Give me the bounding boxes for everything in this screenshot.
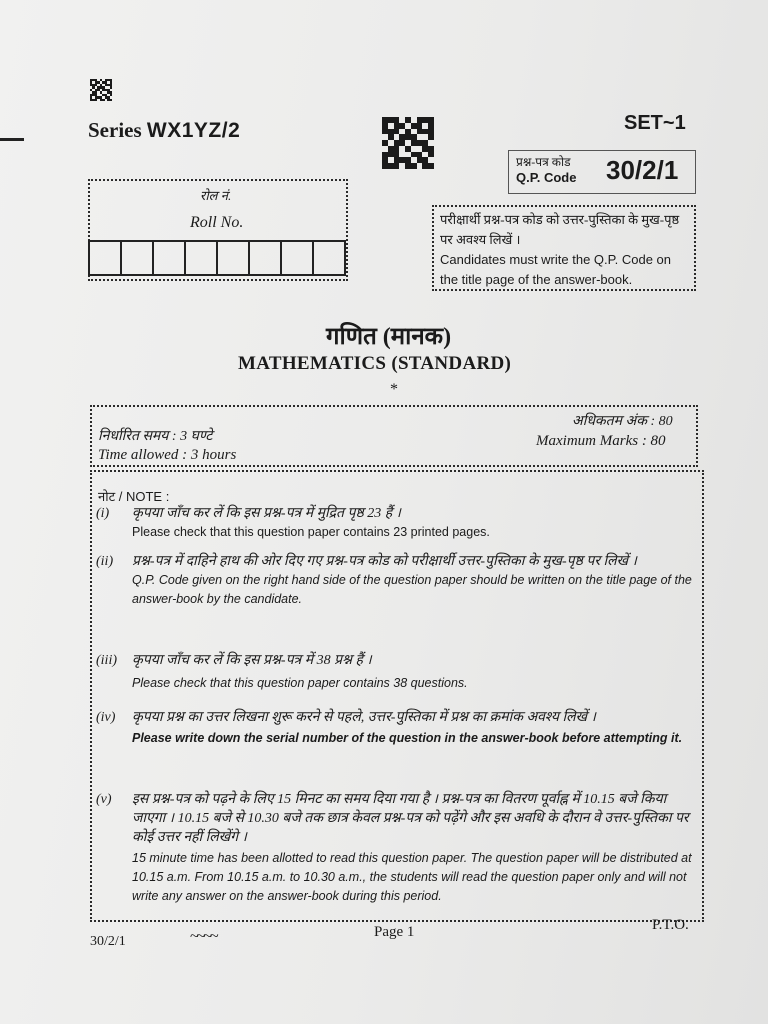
series-line bbox=[88, 118, 240, 143]
roll-label-en: Roll No. bbox=[190, 214, 244, 231]
note-item-number: (iii) bbox=[96, 653, 117, 668]
roll-digit-cell[interactable] bbox=[122, 240, 154, 276]
note-item-en: Please write down the serial number of the question in the answer-book before attempting it. bbox=[132, 731, 683, 745]
roll-digit-cell[interactable] bbox=[250, 240, 282, 276]
roll-digit-cell[interactable] bbox=[314, 240, 346, 276]
note-item bbox=[96, 708, 694, 748]
note-item bbox=[96, 504, 694, 542]
notes-title: नोट / NOTE : bbox=[98, 489, 170, 504]
note-item-number: (ii) bbox=[96, 554, 114, 569]
time-allowed-en: Time allowed : 3 hours bbox=[98, 447, 237, 463]
note-item-hi: कृपया जाँच कर लें कि इस प्रश्न-पत्र में मुद्रित पृष्ठ 23 हैं । bbox=[132, 506, 401, 521]
note-item-number: (v) bbox=[96, 792, 112, 807]
footer-qp-code: 30/2/1 bbox=[90, 934, 126, 949]
qr-code bbox=[382, 117, 434, 169]
note-item-number: (i) bbox=[96, 506, 110, 521]
note-item-hi: प्रश्न-पत्र में दाहिने हाथ की ओर दिए गए प्रश्न-पत्र कोड को परीक्षार्थी उत्तर-पुस्तिका के मुख-पृष्ठ पर लिखें । bbox=[132, 554, 637, 569]
time-allowed-hi: निर्धारित समय : 3 घण्टे bbox=[98, 429, 213, 444]
subject-title-en: MATHEMATICS (STANDARD) bbox=[238, 353, 512, 374]
max-marks-hi: अधिकतम अंक : 80 bbox=[572, 414, 673, 429]
series-code: WX1YZ/2 bbox=[146, 119, 241, 142]
roll-digit-cell[interactable] bbox=[88, 240, 122, 276]
subject-title-hi: गणित (मानक) bbox=[326, 324, 452, 350]
note-item-en: Please check that this question paper contains 23 printed pages. bbox=[132, 525, 490, 539]
page-number: Page 1 bbox=[374, 924, 415, 940]
candidate-instruction-hi: परीक्षार्थी प्रश्न-पत्र कोड को उत्तर-पुस्तिका के मुख-पृष्ठ पर अवश्य लिखें । bbox=[440, 212, 680, 247]
note-item-hi: कृपया प्रश्न का उत्तर लिखना शुरू करने से पहले, उत्तर-पुस्तिका में प्रश्न का क्रमांक अवश्य लिखें । bbox=[132, 710, 596, 725]
set-number: SET~1 bbox=[624, 112, 686, 134]
qp-code-label bbox=[516, 155, 576, 185]
note-item-en: 15 minute time has been allotted to read this question paper. The question paper will be distributed at 10.15 a.m. From 10.15 a.m. to 10.30 a.m., the students will read the question paper only and will not write any answer on the answer-book during this period. bbox=[132, 851, 692, 903]
note-item-en: Q.P. Code given on the right hand side of the question paper should be written on the title page of the answer-book by the candidate. bbox=[132, 573, 692, 606]
roll-number-grid[interactable] bbox=[88, 240, 346, 276]
roll-digit-cell[interactable] bbox=[282, 240, 314, 276]
star-mark: * bbox=[390, 381, 398, 398]
note-item bbox=[96, 552, 694, 609]
footer-wave-mark: ~~~~ bbox=[190, 928, 217, 945]
roll-label-hi: रोल नं. bbox=[200, 188, 232, 203]
qp-code-value: 30/2/1 bbox=[606, 155, 679, 185]
note-item-hi: कृपया जाँच कर लें कि इस प्रश्न-पत्र में 38 प्रश्न हैं । bbox=[132, 653, 372, 668]
margin-mark bbox=[0, 138, 24, 141]
note-item-hi: इस प्रश्न-पत्र को पढ़ने के लिए 15 मिनट का समय दिया गया है । प्रश्न-पत्र का वितरण पूर्वाह्न में 10.15 बजे किया जाएगा । 10.15 बजे से 10.30 बजे तक छात्र केवल प्रश्न-पत्र को पढ़ेंगे और इस अवधि के दौरान वे उत्तर-पुस्तिका पर कोई उत्तर नहीं लिखेंगे । bbox=[132, 792, 689, 845]
roll-digit-cell[interactable] bbox=[186, 240, 218, 276]
candidate-instruction-box bbox=[432, 205, 696, 291]
pto-label: P.T.O. bbox=[652, 917, 689, 933]
roll-digit-cell[interactable] bbox=[218, 240, 250, 276]
roll-digit-cell[interactable] bbox=[154, 240, 186, 276]
note-item bbox=[96, 790, 694, 906]
candidate-instruction-en: Candidates must write the Q.P. Code on the title page of the answer-book. bbox=[440, 252, 671, 287]
series-label: Series bbox=[88, 118, 142, 142]
qp-code-label-en: Q.P. Code bbox=[516, 170, 577, 185]
note-item-en: Please check that this question paper contains 38 questions. bbox=[132, 676, 468, 690]
qp-code-label-hi: प्रश्न-पत्र कोड bbox=[516, 155, 571, 169]
max-marks-en: Maximum Marks : 80 bbox=[536, 433, 666, 449]
note-item-number: (iv) bbox=[96, 710, 116, 725]
small-qr-code bbox=[90, 79, 112, 101]
note-item bbox=[96, 651, 694, 693]
